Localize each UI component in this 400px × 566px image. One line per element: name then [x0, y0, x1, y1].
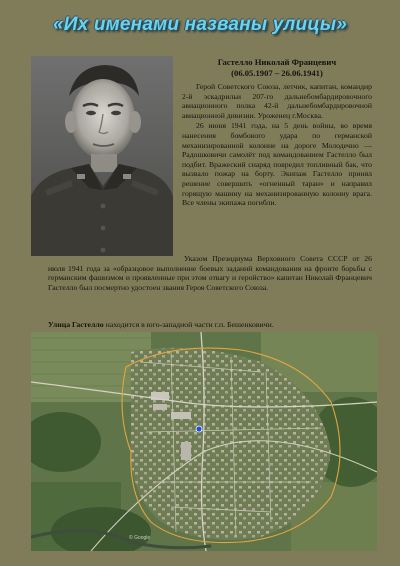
- hero-name-block: [182, 57, 372, 79]
- street-name: Улица Гастелло: [48, 320, 104, 329]
- bio-paragraph-2: 26 июня 1941 года, на 5 день войны, во время нанесения бомбового удара по германской механизированной колонне на дороге Молодечно — Радошковичи самолёт под командованием Гастелло был подбит. Вражеский снаряд повредил топливный бак, что вызвало пожар на борту. Экипаж Гастелло принял решение совершить «огненный таран» и направил горящую машину на механизированную колонну врага. Все члены экипажа погибли.: [182, 121, 372, 208]
- satellite-map: [31, 332, 377, 551]
- bio-paragraph-1: Герой Советского Союза, летчик, капитан, командир 2-й эскадрильи 207-го дальнебомбардировочного авиационного полка 42-й дальнебомбардировочной авиационной дивизии. Уроженец г.Москва.: [182, 82, 372, 120]
- page-title: «Их именами названы улицы»: [52, 14, 348, 35]
- hero-name: Гастелло Николай Францевич: [217, 57, 337, 67]
- hero-dates: (06.05.1907 – 26.06.1941): [231, 68, 323, 78]
- hero-portrait: [31, 56, 173, 256]
- hero-portrait-image: [31, 56, 173, 256]
- award-paragraph: Указом Президиума Верховного Совета СССР от 26 июля 1941 года за «образцовое выполнение боевых заданий командования на фронте борьбы с германским фашизмом и проявленные при этом отвагу и геройство» капитан Николай Францевич Гастелло был посмертно удостоен звания Героя Советского Союза.: [48, 254, 372, 292]
- hero-biography: [182, 82, 372, 208]
- satellite-map-image: [31, 332, 377, 551]
- map-watermark: © Google: [129, 535, 151, 541]
- street-location: находится в юго-западной части г.п. Бешенковичи.: [103, 320, 274, 329]
- street-marker-icon: [196, 426, 202, 432]
- street-caption: [48, 320, 378, 330]
